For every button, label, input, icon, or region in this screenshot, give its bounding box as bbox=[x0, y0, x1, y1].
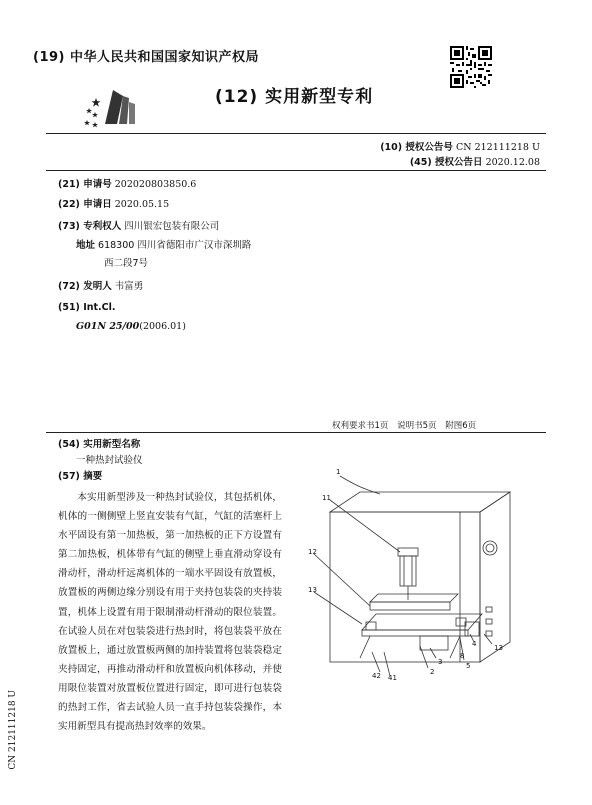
machine-top bbox=[330, 492, 510, 512]
app-date-label: (22) 申请日 bbox=[58, 199, 112, 210]
patentee-value: 四川银宏包装有限公司 bbox=[124, 221, 220, 232]
publication-number bbox=[380, 139, 540, 153]
fig-label: 2 bbox=[430, 668, 435, 676]
header-rule bbox=[46, 133, 546, 134]
publication-date bbox=[410, 154, 540, 168]
utility-model-title: 一种热封试验仪 bbox=[76, 455, 143, 466]
fig-label: 8 bbox=[460, 652, 465, 660]
int-cl-value bbox=[76, 322, 186, 332]
fig-label: 1 bbox=[336, 468, 341, 476]
address-label: 地址 bbox=[76, 240, 96, 251]
cylinder-top bbox=[398, 548, 418, 556]
fig-label: 5 bbox=[466, 662, 471, 670]
patentee bbox=[58, 222, 219, 232]
cnipa-logo bbox=[83, 88, 141, 132]
utility-model-title-label bbox=[58, 440, 140, 450]
int-cl-code: G01N 25/00 bbox=[76, 321, 140, 332]
abstract-text bbox=[58, 488, 282, 736]
title-label: (54) 实用新型名称 bbox=[58, 439, 141, 450]
gauge bbox=[483, 541, 497, 555]
application-number bbox=[58, 180, 196, 190]
int-cl-label bbox=[58, 303, 116, 313]
fig-label: 13 bbox=[494, 644, 503, 652]
address-line-2: 西二段7号 bbox=[104, 258, 149, 269]
fig-label: 13 bbox=[308, 586, 317, 594]
abstract-paragraph: 本实用新型涉及一种热封试验仪，其包括机体，机体的一侧侧壁上竖直安装有气缸，气缸的活塞杆上水平固设有第一加热板，第一加热板的正下方设置有第二加热板，机体带有气缸的侧壁上垂直滑动穿设有滑动杆，滑动杆远离机体的一端水平固设有放置板，放置板的两侧边缘分别设有用于夹持包装袋的夹持装置，机体上设置有用于限制滑动杆滑动的限位装置。在试验人员在对包装袋进行热封时，将包装袋平放在放置板上，通过放置板两侧的加持装置将包装袋稳定夹持固定，再推动滑动杆和放置板向机体移动，并使用限位装置对放置板位置进行固定，即可进行包装袋的热封工作，省去试验人员一直手持包装袋操作，本实用新型具有提高热封效率的效果。 bbox=[58, 492, 282, 733]
figure-labels bbox=[308, 468, 503, 682]
inventor-label: (72) 发明人 bbox=[58, 281, 112, 292]
machine-side bbox=[480, 492, 510, 662]
section-rule bbox=[46, 432, 546, 433]
int-cl-version: (2006.01) bbox=[139, 321, 186, 332]
address-line-1: 618300 四川省德阳市广汉市深圳路 bbox=[98, 240, 252, 251]
fig-label: 11 bbox=[322, 494, 331, 502]
abstract-label-text: (57) 摘要 bbox=[58, 471, 103, 482]
pub-number-value: CN 212111218 U bbox=[455, 142, 540, 153]
side-publication-code: CN 212111218 U bbox=[8, 690, 18, 770]
fig-label: 41 bbox=[388, 674, 397, 682]
application-date bbox=[58, 200, 169, 210]
fig-label: 3 bbox=[438, 658, 443, 666]
fig-label: 12 bbox=[308, 548, 317, 556]
qr-code bbox=[450, 46, 492, 88]
document-type-title: (12) 实用新型专利 bbox=[215, 87, 374, 107]
abstract-figure bbox=[300, 462, 532, 682]
fig-label: 42 bbox=[372, 672, 381, 680]
inventor bbox=[58, 282, 143, 292]
fig-label: 4 bbox=[472, 640, 477, 648]
machine-front bbox=[330, 512, 480, 662]
pub-date-label: (45) 授权公告日 bbox=[409, 157, 483, 168]
pub-number-label: (10) 授权公告号 bbox=[380, 142, 453, 153]
app-no-label: (21) 申请号 bbox=[58, 179, 112, 190]
address bbox=[76, 241, 251, 251]
pub-date-value: 2020.12.08 bbox=[485, 157, 540, 168]
header-rule-2 bbox=[46, 170, 546, 171]
int-cl-label-text: (51) Int.Cl. bbox=[58, 302, 116, 313]
page-counts: 权利要求书1页 说明书5页 附图6页 bbox=[332, 421, 477, 431]
app-no-value: 202020803850.6 bbox=[114, 179, 197, 190]
patentee-label: (73) 专利权人 bbox=[58, 221, 122, 232]
abstract-label bbox=[58, 472, 102, 482]
inventor-value: 韦富勇 bbox=[114, 281, 144, 292]
issuing-authority: (19) 中华人民共和国国家知识产权局 bbox=[33, 50, 259, 65]
app-date-value: 2020.05.15 bbox=[114, 199, 170, 210]
